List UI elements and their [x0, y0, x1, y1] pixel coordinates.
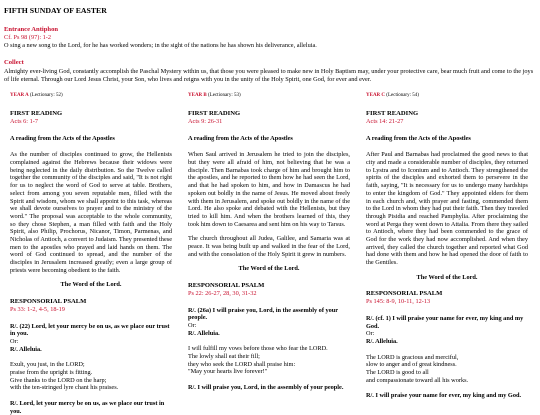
psalm-verse-line: Give thanks to the LORD on the harp;	[10, 376, 107, 384]
word-of-the-lord: The Word of the Lord.	[238, 265, 300, 273]
psalm-verse-line: and compassionate toward all his works.	[366, 376, 469, 384]
or-label: Or:	[10, 337, 19, 345]
first-reading-reference: Acts 14: 21-27	[366, 118, 404, 126]
year-name: YEAR B	[188, 93, 207, 98]
collect-heading: Collect	[4, 58, 24, 66]
responsorial-psalm-reference: Ps 22: 26-27, 28, 30, 31-32	[188, 289, 257, 297]
responsorial-psalm-heading: RESPONSORIAL PSALM	[10, 297, 87, 305]
reading-paragraph: As the number of disciples continued to grow, the Hellenists complained against the Hebrews because their widows were being neglected in the daily distribution. So the Twelve called together the community of the disciples and said, "It is not right for us to neglect the word of God to serve at table. Brothers, select from among you seven reputable men, filled with the Spirit and wisdom, whom we shall appoint to this task, whereas we shall devote ourselves to prayer and to the ministry of the word." The proposal was acceptable to the whole community, so they chose Stephen, a man filled with faith and the Holy Spirit, also Philip, Prochorus, Nicanor, Timon, Parmenas, and Nicholas of Antioch, a convert to Judaism. They presented these men to the apostles who prayed and laid hands on them. The word of God continued to spread, and the number of the disciples in Jerusalem increased greatly; even a large group of priests were becoming obedient to the faith.	[10, 151, 172, 274]
psalm-verse-line: The lowly shall eat their fill;	[188, 352, 260, 360]
word-of-the-lord: The Word of the Lord.	[60, 281, 122, 289]
psalm-response-repeat: R/. I will praise you, Lord, in the assembly of your people.	[188, 383, 344, 391]
entrance-antiphon-reference: Cf. Ps 98 (97): 1-2	[4, 33, 52, 41]
psalm-verse-line: The LORD is good to all	[366, 368, 429, 376]
year-label	[188, 93, 350, 99]
or-label: Or:	[188, 321, 197, 329]
psalm-response-alleluia: R/. Alleluia.	[10, 345, 42, 353]
word-of-the-lord: The Word of the Lord.	[416, 273, 478, 281]
spacer	[188, 376, 350, 384]
psalm-verse-line: with the ten-stringed lyre chant his praises.	[10, 384, 119, 392]
year-c-column	[366, 93, 528, 400]
collect-text: Almighty ever-living God, constantly accomplish the Paschal Mystery within us, that those you were pleased to make new in Holy Baptism may, under your protective care, bear much fruit and come to the joys of life eternal. Through our Lord Jesus Christ, your Son, who lives and reigns with you in the unity of the Holy Spirit, one God, for ever and ever.	[4, 67, 534, 83]
year-name: YEAR A	[10, 93, 29, 98]
responsorial-psalm-heading: RESPONSORIAL PSALM	[366, 290, 443, 298]
entrance-antiphon-heading: Entrance Antiphon	[4, 25, 59, 33]
entrance-antiphon-section	[4, 26, 536, 50]
first-reading-heading: FIRST READING	[188, 110, 241, 118]
psalm-response-repeat: R/. Lord, let your mercy be on us, as we place our trust in you.	[10, 399, 165, 415]
psalm-verse-line: they who seek the LORD shall praise him:	[188, 360, 296, 368]
reading-paragraph: After Paul and Barnabas had proclaimed the good news to that city and made a considerable number of disciples, they returned to Lystra and to Iconium and to Antioch. They strengthened the spirits of the disciples and exhorted them to persevere in the faith, saying, "It is necessary for us to undergo many hardships to enter the kingdom of God." They appointed elders for them in each church and, with prayer and fasting, commended them to the Lord in whom they had put their faith. Then they traveled through Pisidia and reached Pamphylia. After proclaiming the word at Perga they went down to Attalia. From there they sailed to Antioch, where they had been commended to the grace of God for the work they had now accomplished. And when they arrived, they called the church together and reported what God had done with them and how he had opened the door of faith to the Gentiles.	[366, 151, 528, 266]
psalm-response-alleluia: R/. Alleluia.	[188, 329, 220, 337]
year-columns	[8, 93, 540, 415]
psalm-verse-line: "May your hearts live forever!"	[188, 368, 268, 376]
psalm-verse-line: praise from the upright is fitting.	[10, 368, 93, 376]
or-label: Or:	[366, 330, 375, 338]
psalm-response: R/. (22) Lord, let your mercy be on us, as we place our trust in you.	[10, 322, 170, 338]
first-reading-reference: Acts 9: 26-31	[188, 118, 223, 126]
spacer	[366, 346, 528, 354]
reading-intro: A reading from the Acts of the Apostles	[366, 134, 471, 142]
first-reading-heading: FIRST READING	[10, 110, 63, 118]
year-label	[10, 93, 172, 99]
year-label	[366, 93, 528, 99]
spacer	[188, 337, 350, 345]
responsorial-psalm-reference: Ps 33: 1-2, 4-5, 18-19	[10, 305, 65, 313]
year-name: YEAR C	[366, 93, 386, 98]
responsorial-psalm-heading: RESPONSORIAL PSALM	[188, 281, 265, 289]
year-b-column	[188, 93, 350, 392]
responsorial-psalm-reference: Ps 145: 8-9, 10-11, 12-13	[366, 298, 431, 306]
lectionary-number: (Lectionary: 53)	[208, 93, 241, 98]
psalm-verse-line: The LORD is gracious and merciful,	[366, 353, 459, 361]
psalm-verse-line: slow to anger and of great kindness.	[366, 361, 457, 369]
psalm-response-alleluia: R/. Alleluia.	[366, 337, 398, 345]
psalm-verse-line: I will fulfill my vows before those who fear the LORD.	[188, 345, 328, 353]
lectionary-number: (Lectionary: 54)	[386, 93, 419, 98]
psalm-response: R/. (26a) I will praise you, Lord, in the assembly of your people.	[188, 306, 338, 322]
page-title: FIFTH SUNDAY OF EASTER	[4, 6, 107, 15]
year-a-column	[10, 93, 172, 415]
spacer	[366, 384, 528, 392]
reading-intro: A reading from the Acts of the Apostles	[10, 134, 115, 142]
psalm-response: R/. (cf. 1) I will praise your name for ever, my king and my God.	[366, 314, 524, 330]
lectionary-number: (Lectionary: 52)	[30, 93, 63, 98]
reading-intro: A reading from the Acts of the Apostles	[188, 134, 293, 142]
psalm-verse-line: Exult, you just, in the LORD;	[10, 361, 85, 369]
spacer	[10, 392, 172, 400]
entrance-antiphon-text: O sing a new song to the Lord, for he has worked wonders; in the sight of the nations he has shown his deliverance, alleluia.	[4, 42, 317, 50]
spacer	[10, 353, 172, 361]
reading-paragraph: The church throughout all Judea, Galilee, and Samaria was at peace. It was being built up and walked in the fear of the Lord, and with the consolation of the Holy Spirit it grew in numbers.	[188, 235, 350, 258]
first-reading-reference: Acts 6: 1-7	[10, 118, 38, 126]
first-reading-heading: FIRST READING	[366, 110, 419, 118]
reading-paragraph: When Saul arrived in Jerusalem he tried to join the disciples, but they were all afraid of him, not believing that he was a disciple. Then Barnabas took charge of him and brought him to the apostles, and he reported to them how he had seen the Lord, and that he had spoken to him, and how in Damascus he had spoken out boldly in the name of Jesus. He moved about freely with them in Jerusalem, and spoke out boldly in the name of the Lord. He also spoke and debated with the Hellenists, but they tried to kill him. And when the brothers learned of this, they took him down to Caesarea and sent him on his way to Tarsus.	[188, 151, 350, 228]
collect-section	[4, 59, 536, 83]
psalm-response-repeat: R/. I will praise your name for ever, my king and my God.	[366, 392, 522, 400]
